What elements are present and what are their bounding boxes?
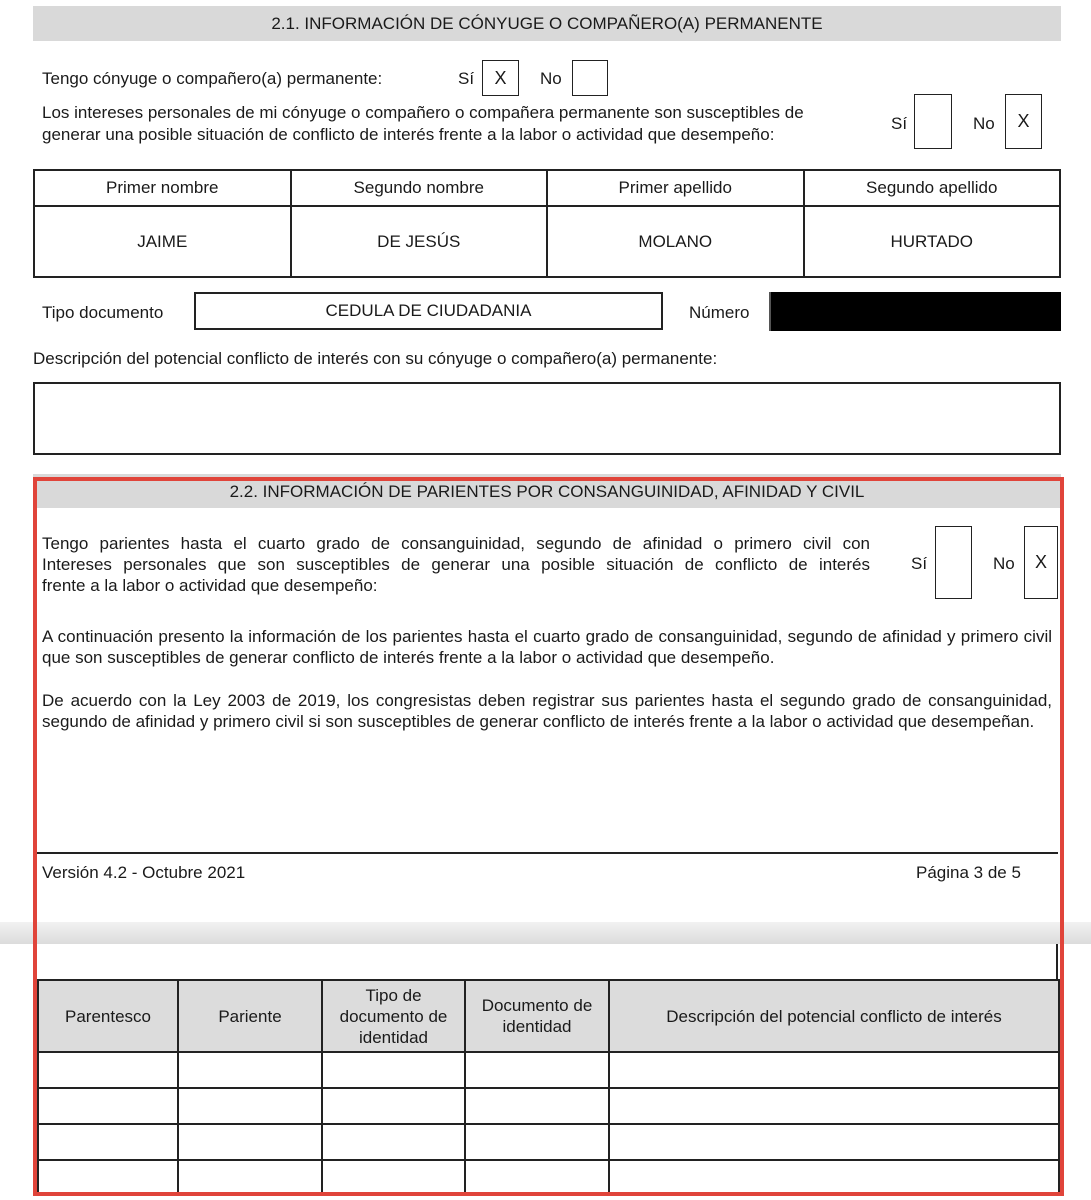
value-segundo-nombre[interactable]: DE JESÚS xyxy=(291,206,548,277)
table-cell[interactable] xyxy=(178,1052,322,1088)
table-cell[interactable] xyxy=(178,1088,322,1124)
footer-version: Versión 4.2 - Octubre 2021 xyxy=(42,863,246,882)
table-cell[interactable] xyxy=(38,1088,178,1124)
table-cell[interactable] xyxy=(609,1124,1059,1160)
page-break-gap xyxy=(0,922,1091,944)
table-cell[interactable] xyxy=(178,1160,322,1194)
header-pariente: Pariente xyxy=(178,980,322,1052)
description-field[interactable] xyxy=(33,382,1061,455)
description-label: Descripción del potencial conflicto de interés con su cónyuge o compañero(a) permanente: xyxy=(33,349,718,368)
table-cell[interactable] xyxy=(38,1124,178,1160)
table-cell[interactable] xyxy=(38,1160,178,1194)
number-field-redacted xyxy=(769,292,1061,331)
q1-no-label: No xyxy=(540,69,562,88)
q2-line-1: Los intereses personales de mi cónyuge o compañero o compañera permanente son susceptibles de xyxy=(42,103,804,122)
table-cell[interactable] xyxy=(38,1052,178,1088)
table-cell[interactable] xyxy=(465,1088,609,1124)
paragraph-1: A continuación presento la información de los parientes hasta el cuarto grado de consanguinidad, segundo de afinidad y primero civil que son susceptibles de generar conflicto de interés frente a la labor o actividad que desempeño. xyxy=(42,627,1052,667)
table-row xyxy=(38,1052,1059,1088)
q3-yes-checkbox[interactable] xyxy=(935,526,972,599)
table-cell[interactable] xyxy=(178,1124,322,1160)
value-segundo-apellido[interactable]: HURTADO xyxy=(804,206,1061,277)
q3-line-3: frente a la labor o actividad que desempeño: xyxy=(42,576,378,595)
number-label: Número xyxy=(689,303,750,322)
table-cell[interactable] xyxy=(609,1052,1059,1088)
q2-line-2: generar una posible situación de conflicto de interés frente a la labor o actividad que desempeño: xyxy=(42,125,775,144)
q2-yes-label: Sí xyxy=(891,114,908,133)
header-primer-apellido: Primer apellido xyxy=(547,170,804,206)
q1-no-checkbox[interactable] xyxy=(572,60,608,96)
header-tipo-documento: Tipo de documento de identidad xyxy=(322,980,465,1052)
q3-no-checkbox[interactable]: X xyxy=(1024,526,1058,599)
header-primer-nombre: Primer nombre xyxy=(34,170,291,206)
page-edge-left xyxy=(33,944,35,980)
table-cell[interactable] xyxy=(322,1052,465,1088)
doc-type-label: Tipo documento xyxy=(42,303,164,322)
table-cell[interactable] xyxy=(322,1088,465,1124)
table-cell[interactable] xyxy=(465,1124,609,1160)
q3-line-1: Tengo parientes hasta el cuarto grado de consanguinidad, segundo de afinidad o primero civil con xyxy=(42,534,870,553)
q1-label: Tengo cónyuge o compañero(a) permanente: xyxy=(42,69,383,88)
q3-line-2: Intereses personales que son susceptibles de generar una posible situación de conflicto de interés xyxy=(42,555,870,574)
q1-yes-checkbox[interactable]: X xyxy=(482,60,519,96)
header-descripcion: Descripción del potencial conflicto de interés xyxy=(609,980,1059,1052)
table-cell[interactable] xyxy=(322,1160,465,1194)
q3-no-label: No xyxy=(993,554,1015,573)
value-primer-apellido[interactable]: MOLANO xyxy=(547,206,804,277)
doc-type-field[interactable]: CEDULA DE CIUDADANIA xyxy=(194,292,663,330)
page-edge-right xyxy=(1056,944,1058,980)
header-segundo-nombre: Segundo nombre xyxy=(291,170,548,206)
table-cell[interactable] xyxy=(465,1052,609,1088)
table-cell[interactable] xyxy=(609,1088,1059,1124)
q2-no-label: No xyxy=(973,114,995,133)
paragraph-2: De acuerdo con la Ley 2003 de 2019, los congresistas deben registrar sus parientes hasta el segundo grado de consanguinidad, segundo de afinidad y primero civil si son susceptibles de generar conflicto de interés frente a la labor o actividad que desempeñan. xyxy=(42,691,1052,731)
spouse-names-table xyxy=(33,169,1061,278)
footer-rule xyxy=(33,852,1058,854)
header-parentesco: Parentesco xyxy=(38,980,178,1052)
footer-page-number: Página 3 de 5 xyxy=(916,863,1021,882)
relatives-table xyxy=(37,979,1060,1195)
value-primer-nombre[interactable]: JAIME xyxy=(34,206,291,277)
table-cell[interactable] xyxy=(609,1160,1059,1194)
q3-yes-label: Sí xyxy=(911,554,928,573)
q1-yes-label: Sí xyxy=(458,69,475,88)
q2-yes-checkbox[interactable] xyxy=(914,94,952,149)
table-row xyxy=(38,1088,1059,1124)
q2-no-checkbox[interactable]: X xyxy=(1005,94,1042,149)
table-cell[interactable] xyxy=(322,1124,465,1160)
table-row xyxy=(38,1124,1059,1160)
table-row xyxy=(38,1160,1059,1194)
section-2-1-title: 2.1. INFORMACIÓN DE CÓNYUGE O COMPAÑERO(A) PERMANENTE xyxy=(33,6,1061,41)
section-2-2-title: 2.2. INFORMACIÓN DE PARIENTES POR CONSANGUINIDAD, AFINIDAD Y CIVIL xyxy=(33,474,1061,508)
header-segundo-apellido: Segundo apellido xyxy=(804,170,1061,206)
table-cell[interactable] xyxy=(465,1160,609,1194)
header-documento: Documento de identidad xyxy=(465,980,609,1052)
